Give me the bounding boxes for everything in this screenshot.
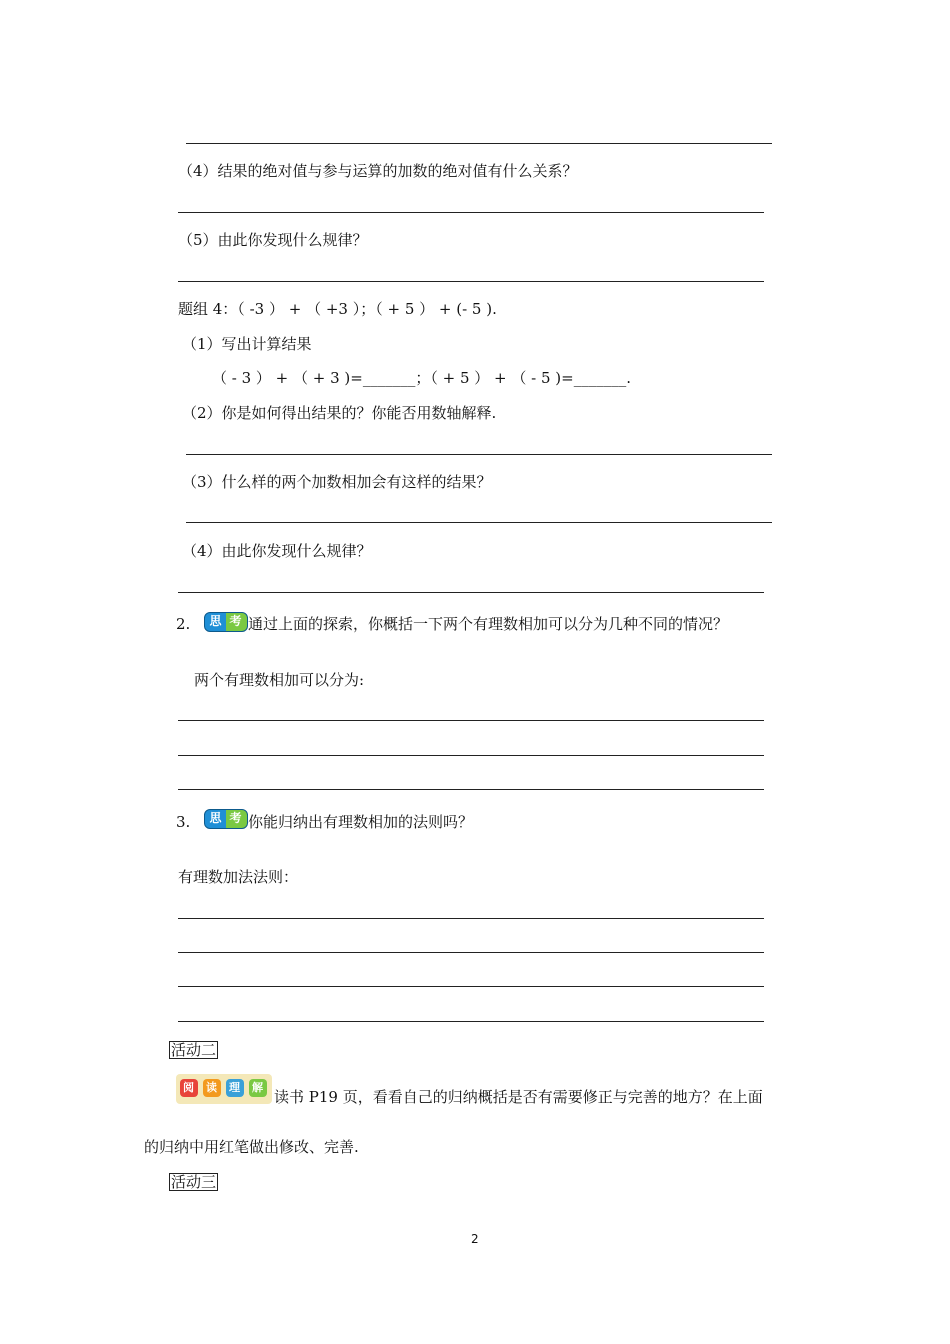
- activity2-text-line2: 的归纳中用红笔做出修改、完善.: [144, 1138, 359, 1156]
- group4-question-1: （1）写出计算结果: [182, 335, 312, 353]
- answer-line: [178, 281, 764, 282]
- item3-question: 你能归纳出有理数相加的法则吗？: [248, 813, 474, 831]
- answer-line: [186, 454, 772, 455]
- group4-question-4: （4）由此你发现什么规律？: [182, 542, 372, 560]
- answer-line: [178, 755, 764, 756]
- think-badge-icon: 思 考: [204, 809, 248, 829]
- item3-answer-prompt: 有理数加法法则：: [178, 868, 299, 886]
- group4-calculation: （ - 3 ） + （ + 3 )=_______；（ + 5 ） + （ - 5 )=_______.: [212, 369, 631, 387]
- item2-question: 通过上面的探索，你概括一下两个有理数相加可以分为几种不同的情况？: [248, 615, 729, 633]
- think-badge-icon: 思 考: [204, 612, 248, 632]
- item2-number: 2.: [176, 615, 191, 633]
- answer-line: [178, 918, 764, 919]
- answer-line: [178, 592, 764, 593]
- item2-answer-prompt: 两个有理数相加可以分为:: [194, 671, 365, 689]
- reading-comprehension-badge-icon: 阅 读 理 解: [176, 1074, 272, 1104]
- group4-question-2: （2）你是如何得出结果的？你能否用数轴解释.: [182, 404, 497, 422]
- group4-title: 题组 4：（ -3 ） + （ +3 ）；（ + 5 ） + (- 5 ).: [178, 300, 497, 318]
- answer-line: [186, 522, 772, 523]
- group3-question-5: （5）由此你发现什么规律？: [178, 231, 368, 249]
- page-number: 2: [471, 1232, 479, 1246]
- answer-line: [178, 212, 764, 213]
- activity2-label: 活动二: [171, 1041, 217, 1059]
- answer-line: [186, 143, 772, 144]
- answer-line: [178, 789, 764, 790]
- group4-question-3: （3）什么样的两个加数相加会有这样的结果？: [182, 473, 492, 491]
- activity2-text-line1: 读书 P19 页，看看自己的归纳概括是否有需要修正与完善的地方？在上面: [274, 1088, 763, 1106]
- answer-line: [178, 952, 764, 953]
- answer-line: [178, 986, 764, 987]
- answer-line: [178, 1021, 764, 1022]
- group3-question-4: （4）结果的绝对值与参与运算的加数的绝对值有什么关系？: [178, 162, 578, 180]
- activity3-label: 活动三: [171, 1173, 217, 1191]
- item3-number: 3.: [176, 813, 191, 831]
- answer-line: [178, 720, 764, 721]
